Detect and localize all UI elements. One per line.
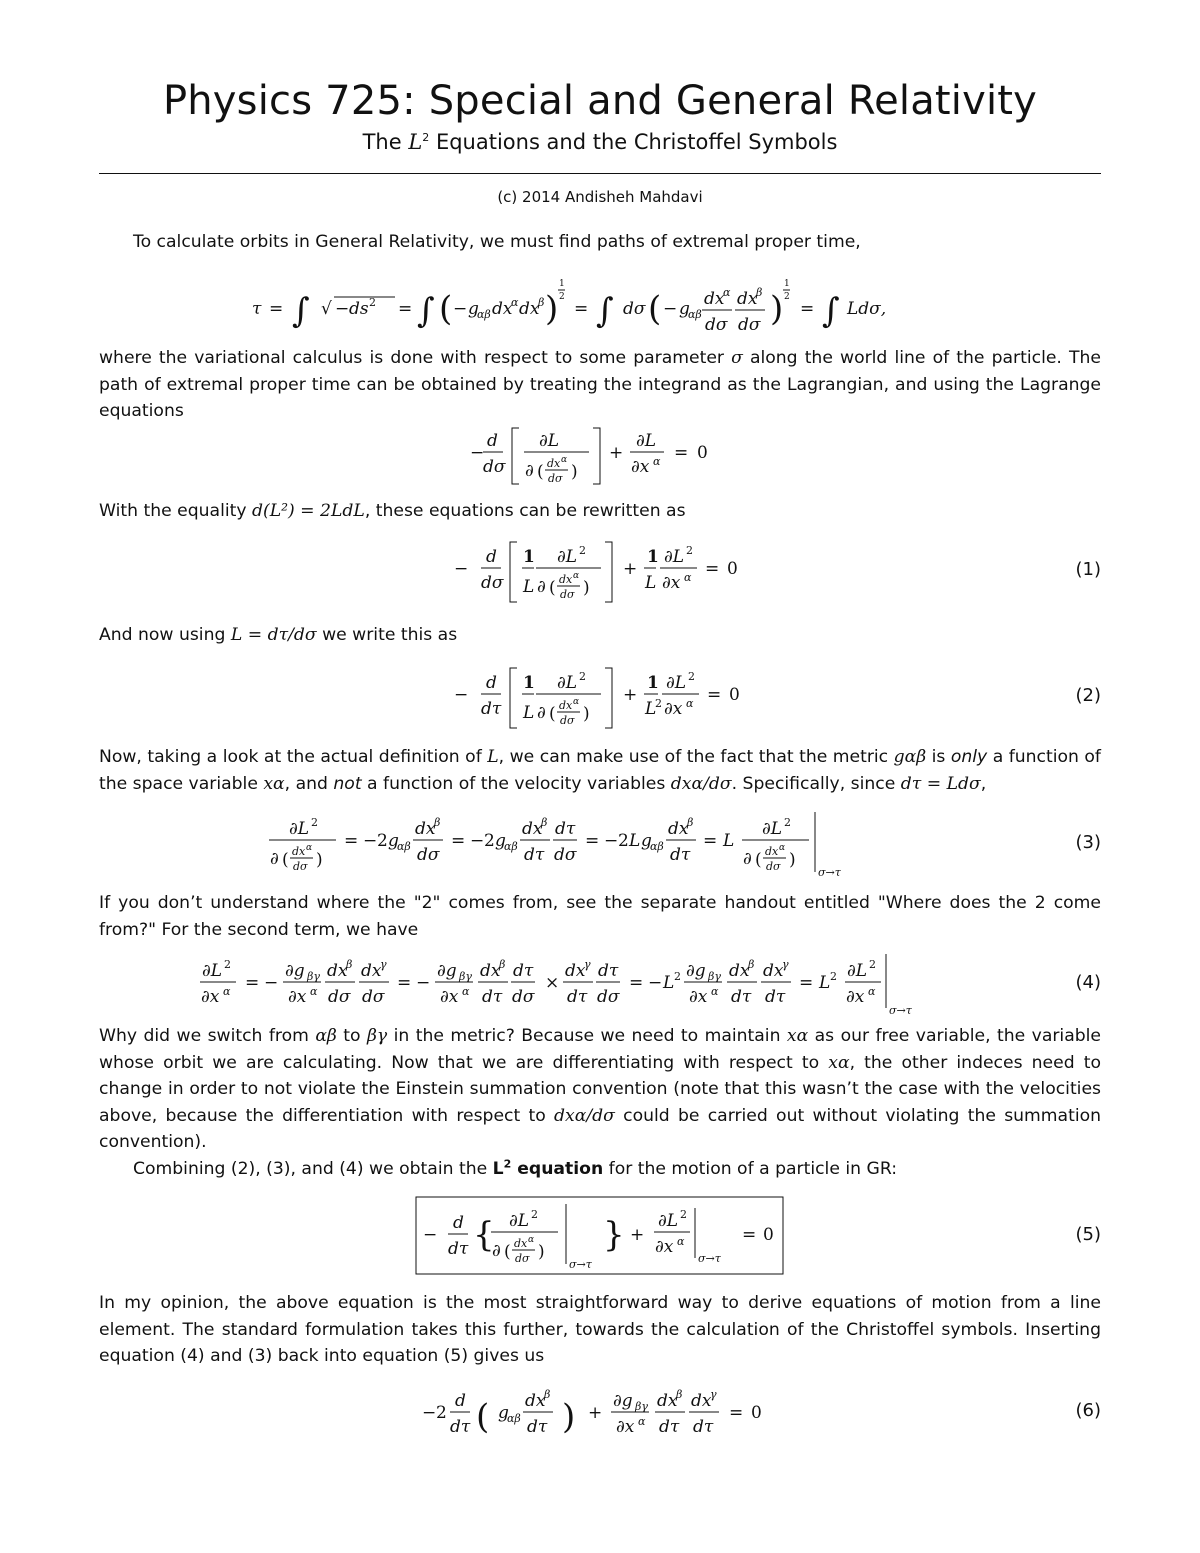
- svg-text:∂x: ∂x: [201, 987, 220, 1007]
- equation-number-1: (1): [1075, 559, 1101, 580]
- svg-text:dσ: dσ: [705, 315, 728, 335]
- svg-text:σ→τ: σ→τ: [569, 1258, 592, 1271]
- svg-text:∫: ∫: [596, 291, 614, 331]
- svg-text:−: −: [663, 299, 678, 319]
- svg-text:(: (: [439, 289, 453, 329]
- svg-text:(: (: [549, 578, 556, 598]
- svg-text:β: β: [544, 1388, 551, 1401]
- svg-text:dσ: dσ: [362, 987, 385, 1007]
- svg-text:αβ: αβ: [397, 840, 411, 853]
- svg-text:dτ: dτ: [693, 1417, 714, 1437]
- svg-text:L: L: [645, 573, 657, 593]
- svg-text:α: α: [573, 697, 580, 707]
- equation-3: [99, 810, 1101, 882]
- svg-text:σ→τ: σ→τ: [698, 1252, 721, 1265]
- svg-text:α: α: [310, 985, 318, 998]
- equation-number-6: (6): [1075, 1400, 1101, 1421]
- svg-text:g: g: [388, 831, 399, 851]
- svg-text:0: 0: [727, 559, 738, 579]
- svg-text:}: }: [603, 1215, 625, 1255]
- equation-number-5: (5): [1075, 1224, 1101, 1245]
- equation-lagrange: [99, 420, 1101, 490]
- svg-text:α: α: [561, 455, 568, 465]
- svg-text:−: −: [454, 559, 469, 579]
- svg-text:g: g: [679, 299, 690, 319]
- svg-text:β: β: [346, 958, 353, 971]
- paragraph-equality: With the equality d(L²) = 2LdL, these equations can be rewritten as: [99, 501, 686, 521]
- svg-text:β: β: [748, 958, 755, 971]
- svg-text:α: α: [638, 1415, 646, 1428]
- svg-text:γ: γ: [782, 958, 789, 971]
- svg-text:αβ: αβ: [650, 840, 664, 853]
- svg-text:dτ: dτ: [524, 845, 545, 865]
- svg-text:2: 2: [224, 958, 231, 971]
- svg-text:−: −: [423, 1225, 438, 1245]
- svg-text:dσ: dσ: [560, 714, 575, 727]
- svg-text:γ: γ: [710, 1388, 717, 1401]
- svg-text:): ): [538, 1242, 545, 1262]
- svg-text:dx: dx: [327, 961, 348, 981]
- svg-text:+: +: [609, 443, 624, 463]
- svg-text:βγ: βγ: [635, 1400, 648, 1413]
- svg-text:∂L: ∂L: [636, 431, 657, 451]
- document-subtitle: The $L^2$ Equations and the Christoffel Symbols: [362, 130, 838, 154]
- svg-text:dx: dx: [559, 699, 573, 712]
- svg-text:∂L: ∂L: [557, 547, 578, 567]
- svg-text:α: α: [711, 985, 719, 998]
- svg-text:α: α: [306, 843, 313, 853]
- svg-text:ds: ds: [349, 299, 369, 319]
- svg-text:=: =: [629, 973, 644, 993]
- svg-text:g: g: [468, 299, 479, 319]
- svg-text:−: −: [335, 299, 350, 319]
- svg-text:1: 1: [523, 673, 535, 693]
- svg-text:β: β: [756, 286, 763, 299]
- svg-text:dx: dx: [668, 819, 689, 839]
- svg-text:β: β: [676, 1388, 683, 1401]
- svg-text:βγ: βγ: [459, 970, 472, 983]
- svg-text:d: d: [486, 547, 497, 567]
- svg-text:dx: dx: [547, 457, 561, 470]
- svg-text:2: 2: [377, 831, 388, 851]
- svg-text:2: 2: [559, 292, 565, 302]
- svg-text:L: L: [523, 703, 535, 723]
- svg-text:∫: ∫: [417, 291, 435, 331]
- svg-text:∫: ∫: [292, 291, 310, 331]
- svg-text:): ): [583, 704, 590, 724]
- svg-text:): ): [562, 1397, 576, 1437]
- svg-text:L: L: [645, 699, 657, 719]
- svg-text:∂g: ∂g: [613, 1391, 633, 1411]
- svg-text:∂: ∂: [743, 849, 752, 869]
- svg-text:dτ: dτ: [670, 845, 691, 865]
- svg-text:dx: dx: [559, 573, 573, 586]
- svg-text:−: −: [264, 973, 279, 993]
- svg-text:=: =: [344, 831, 359, 851]
- svg-text:2: 2: [579, 670, 586, 683]
- svg-text:+: +: [588, 1403, 603, 1423]
- svg-text:dσ: dσ: [481, 573, 504, 593]
- svg-text:∂L: ∂L: [847, 961, 868, 981]
- svg-text:+: +: [630, 1225, 645, 1245]
- svg-text:dx: dx: [737, 289, 758, 309]
- svg-text:∂g: ∂g: [437, 961, 457, 981]
- svg-text:dx: dx: [415, 819, 436, 839]
- svg-text:=: =: [729, 1403, 744, 1423]
- svg-text:=: =: [799, 973, 814, 993]
- paragraph-intro: To calculate orbits in General Relativity, we must find paths of extremal proper time,: [133, 232, 861, 252]
- equation-2: [99, 662, 1101, 732]
- svg-text:2: 2: [674, 970, 681, 983]
- svg-text:α: α: [684, 571, 692, 584]
- svg-text:−: −: [363, 831, 378, 851]
- svg-text:dσ: dσ: [328, 987, 351, 1007]
- svg-text:dτ: dτ: [450, 1417, 471, 1437]
- svg-text:): ): [316, 850, 323, 870]
- svg-text:dx: dx: [729, 961, 750, 981]
- svg-text:=: =: [585, 831, 600, 851]
- svg-text:2: 2: [784, 292, 790, 302]
- equation-number-3: (3): [1075, 832, 1101, 853]
- svg-text:α: α: [573, 571, 580, 581]
- svg-text:2: 2: [618, 831, 629, 851]
- svg-text:2: 2: [436, 1403, 447, 1423]
- svg-text:=: =: [707, 685, 722, 705]
- svg-text:2: 2: [579, 544, 586, 557]
- svg-text:∂L: ∂L: [762, 819, 783, 839]
- svg-text:−: −: [604, 831, 619, 851]
- svg-text:dx: dx: [514, 1237, 528, 1250]
- svg-text:β: β: [434, 816, 441, 829]
- svg-text:L: L: [629, 831, 641, 851]
- svg-text:σ→τ: σ→τ: [889, 1004, 912, 1017]
- svg-text:dσ: dσ: [738, 315, 761, 335]
- svg-text:2: 2: [531, 1208, 538, 1221]
- paragraph-using-L: And now using L = dτ/dσ we write this as: [99, 625, 458, 645]
- svg-text:τ: τ: [252, 299, 262, 319]
- svg-text:dτ: dτ: [598, 961, 619, 981]
- svg-text:α: α: [528, 1235, 535, 1245]
- svg-text:d: d: [486, 673, 497, 693]
- svg-text:dτ: dτ: [555, 819, 576, 839]
- svg-text:=: =: [703, 831, 718, 851]
- svg-text:2: 2: [830, 970, 837, 983]
- svg-text:∂L: ∂L: [202, 961, 223, 981]
- svg-text:=: =: [398, 299, 413, 319]
- svg-text:=: =: [269, 299, 284, 319]
- svg-text:2: 2: [688, 670, 695, 683]
- svg-text:αβ: αβ: [477, 308, 491, 321]
- svg-text:σ→τ: σ→τ: [818, 866, 841, 879]
- svg-text:d: d: [453, 1213, 464, 1233]
- svg-text:∂x: ∂x: [846, 987, 865, 1007]
- svg-text:+: +: [623, 685, 638, 705]
- svg-text:2: 2: [311, 816, 318, 829]
- svg-text:dx: dx: [525, 1391, 546, 1411]
- svg-text:{: {: [473, 1215, 495, 1255]
- svg-text:dτ: dτ: [527, 1417, 548, 1437]
- svg-text:∂: ∂: [270, 849, 279, 869]
- svg-text:2: 2: [369, 296, 376, 309]
- svg-text:dτ: dτ: [659, 1417, 680, 1437]
- svg-text:dx: dx: [763, 961, 784, 981]
- svg-text:α: α: [868, 985, 876, 998]
- paragraph-where-2: If you don’t understand where the "2" comes from, see the separate handout entitled "Where does the 2 come from?" For the second term, we have: [99, 893, 1101, 940]
- svg-text:∫: ∫: [822, 291, 840, 331]
- svg-text:∂L: ∂L: [664, 547, 685, 567]
- svg-text:dx: dx: [519, 299, 540, 319]
- svg-text:−: −: [470, 831, 485, 851]
- svg-text:β: β: [499, 958, 506, 971]
- svg-text:dx: dx: [765, 845, 779, 858]
- svg-text:L: L: [663, 973, 675, 993]
- svg-text:dx: dx: [691, 1391, 712, 1411]
- svg-text:0: 0: [751, 1403, 762, 1423]
- svg-text:α: α: [223, 985, 231, 998]
- paragraph-metric: Now, taking a look at the actual definition of L, we can make use of the fact that the metric gαβ is only a function of the space variable xα, and not a function of the velocity variables dxα/dσ. Specifically, since dτ = Ldσ,: [99, 747, 1101, 794]
- svg-text:dx: dx: [657, 1391, 678, 1411]
- svg-text:dx: dx: [704, 289, 725, 309]
- equation-1: [99, 536, 1101, 606]
- svg-text:∂L: ∂L: [557, 673, 578, 693]
- svg-text:∂L: ∂L: [539, 431, 560, 451]
- svg-text:=: =: [705, 559, 720, 579]
- svg-text:2: 2: [686, 544, 693, 557]
- svg-text:∂L: ∂L: [289, 819, 310, 839]
- svg-text:dσ: dσ: [512, 987, 535, 1007]
- svg-text:dσ: dσ: [515, 1252, 530, 1265]
- svg-text:α: α: [723, 286, 731, 299]
- svg-text:∂: ∂: [537, 703, 546, 723]
- svg-text:−: −: [416, 973, 431, 993]
- svg-text:∂L: ∂L: [666, 673, 687, 693]
- svg-text:Ldσ,: Ldσ,: [847, 299, 887, 319]
- svg-text:α: α: [677, 1235, 685, 1248]
- svg-text:dσ: dσ: [560, 588, 575, 601]
- svg-text:∂x: ∂x: [689, 987, 708, 1007]
- paragraph-combining: Combining (2), (3), and (4) we obtain the $L^2$ equation for the motion of a particle in GR:: [133, 1157, 898, 1179]
- svg-text:): ): [789, 850, 796, 870]
- svg-text:dσ: dσ: [623, 299, 646, 319]
- svg-text:∂x: ∂x: [662, 573, 681, 593]
- svg-text:1: 1: [647, 673, 659, 693]
- svg-text:×: ×: [545, 973, 560, 993]
- svg-text:α: α: [686, 697, 694, 710]
- svg-text:γ: γ: [584, 958, 591, 971]
- svg-text:−: −: [454, 685, 469, 705]
- svg-text:−: −: [648, 973, 663, 993]
- svg-text:∂x: ∂x: [440, 987, 459, 1007]
- svg-text:d: d: [487, 431, 498, 451]
- svg-text:√: √: [321, 299, 332, 319]
- svg-text:α: α: [653, 455, 661, 468]
- svg-text:βγ: βγ: [307, 970, 320, 983]
- svg-text:1: 1: [523, 547, 535, 567]
- svg-text:dτ: dτ: [482, 987, 503, 1007]
- svg-text:αβ: αβ: [504, 840, 518, 853]
- svg-text:g: g: [495, 831, 506, 851]
- document-title: Physics 725: Special and General Relativity: [162, 78, 1038, 124]
- svg-text:dσ: dσ: [483, 457, 506, 477]
- svg-text:dx: dx: [492, 299, 513, 319]
- svg-text:βγ: βγ: [708, 970, 721, 983]
- svg-text:γ: γ: [380, 958, 387, 971]
- svg-text:=: =: [674, 443, 689, 463]
- svg-text:): ): [770, 289, 784, 329]
- svg-text:g: g: [641, 831, 652, 851]
- paragraph-variational: where the variational calculus is done with respect to some parameter σ along the world line of the particle. The path of extremal proper time can be obtained by treating the integrand as the Lagrangian, and using the Lagrange equations: [99, 348, 1101, 421]
- svg-text:=: =: [245, 973, 260, 993]
- equation-proper-time: [99, 270, 1101, 340]
- svg-text:2: 2: [680, 1208, 687, 1221]
- svg-text:(: (: [476, 1397, 490, 1437]
- svg-text:∂L: ∂L: [509, 1211, 530, 1231]
- svg-text:2: 2: [869, 958, 876, 971]
- svg-text:dx: dx: [522, 819, 543, 839]
- svg-text:L: L: [523, 577, 535, 597]
- svg-text:dx: dx: [480, 961, 501, 981]
- svg-text:dτ: dτ: [481, 699, 502, 719]
- svg-text:): ): [571, 462, 578, 482]
- svg-text:=: =: [800, 299, 815, 319]
- svg-text:1: 1: [559, 279, 565, 289]
- paragraph-opinion: In my opinion, the above equation is the most straightforward way to derive equations of motion from a line element. The standard formulation takes this further, towards the calculation of the Christoffel symbols. Inserting equation (4) and (3) back into equation (5) gives us: [99, 1293, 1101, 1366]
- svg-text:∂L: ∂L: [658, 1211, 679, 1231]
- svg-text:dσ: dσ: [597, 987, 620, 1007]
- equation-6: [99, 1380, 1101, 1446]
- copyright-line: (c) 2014 Andisheh Mahdavi: [497, 188, 703, 206]
- svg-text:dτ: dτ: [567, 987, 588, 1007]
- svg-text:∂g: ∂g: [686, 961, 706, 981]
- svg-text:=: =: [397, 973, 412, 993]
- svg-text:dσ: dσ: [548, 472, 563, 485]
- header-rule: [99, 173, 1101, 174]
- svg-text:dτ: dτ: [448, 1239, 469, 1259]
- svg-text:dx: dx: [565, 961, 586, 981]
- svg-text:0: 0: [729, 685, 740, 705]
- svg-text:dσ: dσ: [293, 860, 308, 873]
- svg-text:α: α: [462, 985, 470, 998]
- svg-text:∂x: ∂x: [664, 699, 683, 719]
- svg-text:dσ: dσ: [766, 860, 781, 873]
- svg-text:β: β: [541, 816, 548, 829]
- svg-text:0: 0: [763, 1225, 774, 1245]
- svg-text:dσ: dσ: [417, 845, 440, 865]
- svg-text:+: +: [623, 559, 638, 579]
- equation-number-4: (4): [1075, 972, 1101, 993]
- equation-5: [99, 1196, 1101, 1278]
- svg-text:dσ: dσ: [554, 845, 577, 865]
- svg-text:∂: ∂: [492, 1241, 501, 1261]
- svg-text:∂x: ∂x: [288, 987, 307, 1007]
- svg-text:L: L: [819, 973, 831, 993]
- paragraph-why-switch: Why did we switch from αβ to βγ in the metric? Because we need to maintain xα as our free variable, the variable whose orbit we are calculating. Now that we are differentiating with respect to xα, the other indeces need to change in order to not violate the Einstein summation convention (note that this wasn’t the case with the velocities above, because the differentiation with respect to dxα/dσ could be carried out without violating the summation convention).: [99, 1026, 1102, 1152]
- equation-number-2: (2): [1075, 685, 1101, 706]
- svg-text:2: 2: [655, 697, 662, 710]
- svg-text:=: =: [742, 1225, 757, 1245]
- svg-text:(: (: [504, 1242, 511, 1262]
- svg-text:dτ: dτ: [765, 987, 786, 1007]
- svg-text:β: β: [538, 296, 545, 309]
- svg-text:−: −: [453, 299, 468, 319]
- svg-text:dx: dx: [361, 961, 382, 981]
- svg-text:−: −: [422, 1403, 437, 1423]
- svg-text:∂x: ∂x: [616, 1417, 635, 1437]
- svg-text:∂: ∂: [537, 577, 546, 597]
- svg-text:0: 0: [697, 443, 708, 463]
- svg-text:∂x: ∂x: [655, 1237, 674, 1257]
- svg-text:(: (: [282, 850, 289, 870]
- svg-text:(: (: [648, 289, 662, 329]
- svg-text:2: 2: [484, 831, 495, 851]
- svg-text:L: L: [723, 831, 735, 851]
- svg-text:dx: dx: [292, 845, 306, 858]
- svg-text:∂x: ∂x: [631, 457, 650, 477]
- svg-text:d: d: [455, 1391, 466, 1411]
- svg-text:α: α: [779, 843, 786, 853]
- svg-text:αβ: αβ: [688, 308, 702, 321]
- svg-text:g: g: [498, 1403, 509, 1423]
- svg-text:): ): [583, 578, 590, 598]
- svg-text:=: =: [574, 299, 589, 319]
- svg-text:1: 1: [784, 279, 790, 289]
- svg-text:dτ: dτ: [513, 961, 534, 981]
- svg-text:−: −: [470, 443, 485, 463]
- svg-text:2: 2: [784, 816, 791, 829]
- svg-text:(: (: [549, 704, 556, 724]
- svg-text:(: (: [537, 462, 544, 482]
- svg-text:1: 1: [647, 547, 659, 567]
- svg-text:dτ: dτ: [731, 987, 752, 1007]
- svg-text:α: α: [511, 296, 519, 309]
- equation-4: [99, 952, 1101, 1018]
- svg-text:∂g: ∂g: [285, 961, 305, 981]
- svg-text:): ): [545, 289, 559, 329]
- svg-text:αβ: αβ: [507, 1412, 521, 1425]
- svg-text:(: (: [755, 850, 762, 870]
- svg-text:∂: ∂: [525, 461, 534, 481]
- svg-text:β: β: [687, 816, 694, 829]
- svg-text:=: =: [451, 831, 466, 851]
